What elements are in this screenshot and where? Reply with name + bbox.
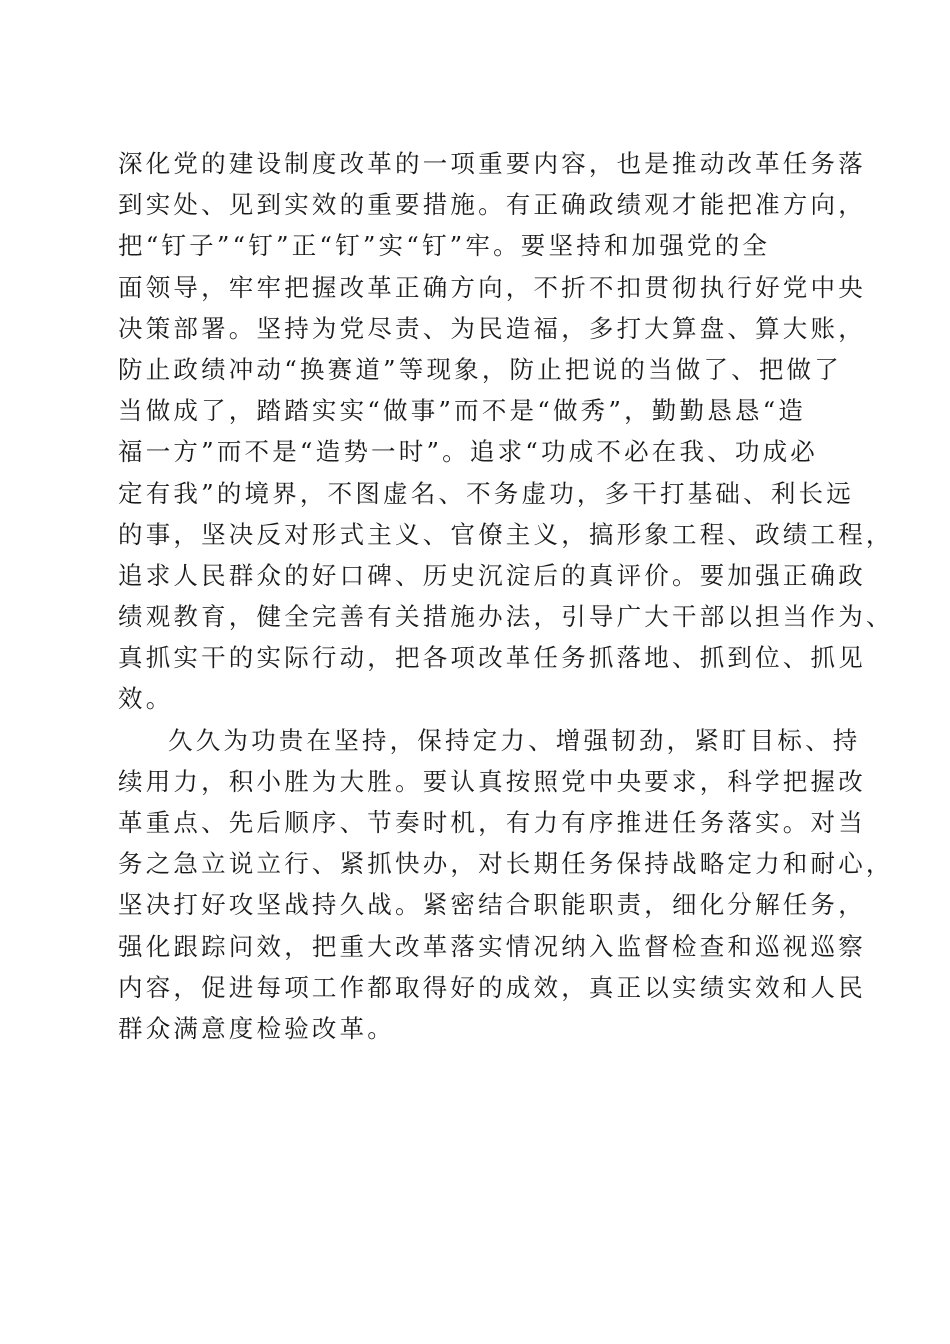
text-line: 务之急立说立行、紧抓快办，对长期任务保持战略定力和耐心， <box>118 849 894 879</box>
paragraph-1 <box>118 143 894 720</box>
text-line: 深化党的建设制度改革的一项重要内容，也是推动改革任务落 <box>118 149 866 178</box>
text-line: 定有我”的境界，不图虚名、不务虚功，多干打基础、利长远 <box>118 478 854 508</box>
text-line: 群众满意度检验改革。 <box>118 1013 395 1043</box>
text-line: 面领导，牢牢把握改革正确方向，不折不扣贯彻执行好党中央 <box>118 272 866 302</box>
text-line: 效。 <box>118 684 174 714</box>
text-line: 革重点、先后顺序、节奏时机，有力有序推进任务落实。对当 <box>118 808 866 837</box>
text-line: 当做成了，踏踏实实“做事”而不是“做秀”，勤勤恳恳“造 <box>118 396 807 426</box>
text-line: 续用力，积小胜为大胜。要认真按照党中央要求，科学把握改 <box>118 766 866 796</box>
text-line: 把“钉子”“钉”正“钉”实“钉”牢。要坚持和加强党的全 <box>118 231 771 261</box>
text-line: 到实处、见到实效的重要措施。有正确政绩观才能把准方向， <box>118 190 866 220</box>
text-line: 防止政绩冲动“换赛道”等现象，防止把说的当做了、把做了 <box>118 354 842 384</box>
paragraph-2 <box>118 720 894 1050</box>
text-line: 福一方”而不是“造势一时”。追求“功成不必在我、功成必 <box>118 437 818 467</box>
text-line: 追求人民群众的好口碑、历史沉淀后的真评价。要加强正确政 <box>118 560 866 590</box>
text-line: 久久为功贵在坚持，保持定力、增强韧劲，紧盯目标、持 <box>168 725 861 755</box>
text-line: 坚决打好攻坚战持久战。紧密结合职能职责，细化分解任务， <box>118 890 866 920</box>
text-line: 决策部署。坚持为党尽责、为民造福，多打大算盘、算大账， <box>118 313 866 343</box>
text-line: 强化跟踪问效，把重大改革落实情况纳入监督检查和巡视巡察 <box>118 931 866 961</box>
text-line: 内容，促进每项工作都取得好的成效，真正以实绩实效和人民 <box>118 972 866 1002</box>
body-text <box>118 143 894 1049</box>
text-line: 真抓实干的实际行动，把各项改革任务抓落地、抓到位、抓见 <box>118 643 866 673</box>
text-line: 绩观教育，健全完善有关措施办法，引导广大干部以担当作为、 <box>118 602 894 632</box>
text-line: 的事，坚决反对形式主义、官僚主义，搞形象工程、政绩工程， <box>118 519 894 549</box>
